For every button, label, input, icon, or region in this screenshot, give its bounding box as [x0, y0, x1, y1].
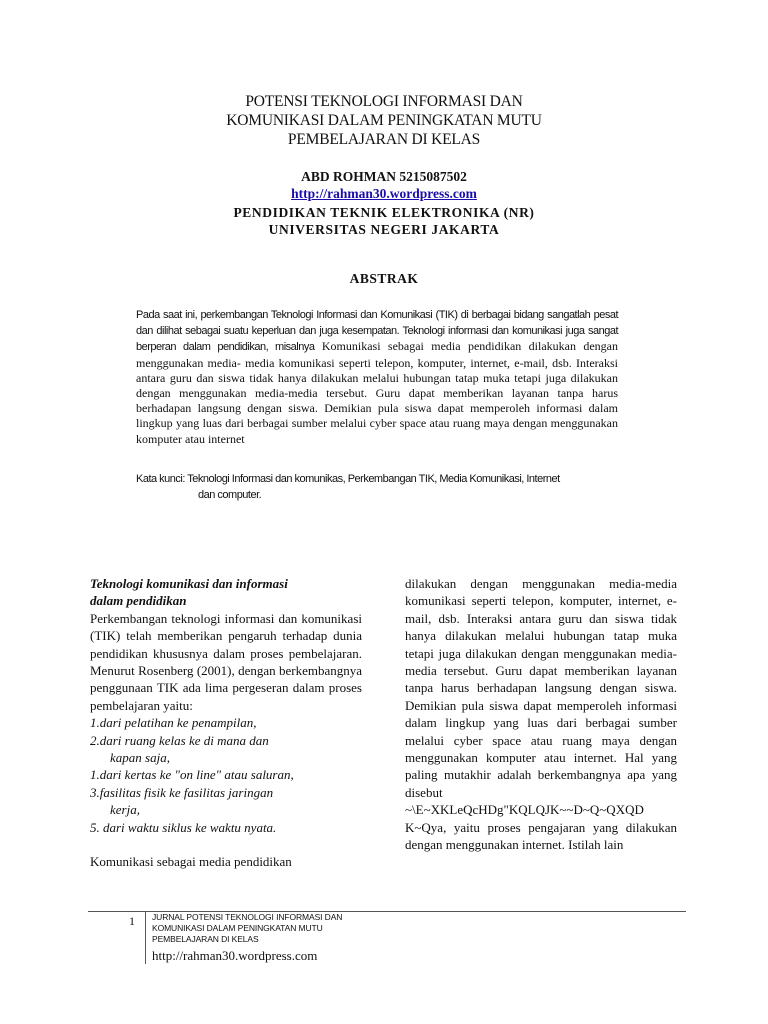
garbled-term: ~\E~XKLeQcHDg"KQLQJK~~D~Q~QXQD [405, 802, 644, 818]
abstract-heading: ABSTRAK [349, 271, 419, 286]
journal-name [152, 912, 392, 946]
author-name: ABD ROHMAN 5215087502 [301, 169, 467, 184]
paper-title [0, 92, 768, 149]
right-column [405, 575, 677, 854]
list-item: 1.dari pelatihan ke penampilan, [90, 715, 257, 731]
section-heading-line-1: Teknologi komunikasi dan informasi [90, 576, 288, 591]
abstract-part-2: Komunikasi sebagai media pendidikan dilakukan dengan menggunakan media- media komunikasi seperti telepon, komputer, internet, e-mail, dsb. Interaksi antara guru dan siswa tidak hanya dilakukan melalui hubungan tatap muka tetapi juga dilakukan dengan menggunakan media-media tersebut. Guru dapat memberikan layanan tanpa harus berhadapan langsung dengan siswa. Demikian pula siswa dapat memperoleh informasi dalam lingkup yang luas dari berbagai sumber melalui cyber space atau ruang maya dengan menggunakan komputer atau internet [136, 339, 619, 446]
keywords [136, 472, 636, 503]
abstract-part-1: Pada saat ini, perkembangan Teknologi Informasi dan Komunikasi (TIK) di berbagai bidang sangatlah pesat dan dilihat sebagai suatu keperluan dan juga kesempatan. Teknologi informasi dan komunikasi juga sangat berperan dalam pendidikan, misalnya [136, 309, 618, 354]
list-item: 3.fasilitas fisik ke fasilitas jaringan [90, 784, 274, 800]
keywords-line-2: dan computer. [198, 488, 262, 501]
department: PENDIDIKAN TEKNIK ELEKTRONIKA (NR) [233, 205, 535, 220]
list-item: 2.dari ruang kelas ke di mana dan [90, 732, 269, 748]
last-paragraph: Komunikasi sebagai media pendidikan [90, 854, 292, 870]
list-item: 1.dari kertas ke "on line" atau saluran, [90, 767, 294, 783]
list-item-continuation: kapan saja, [110, 750, 170, 766]
right-paragraph: dilakukan dengan menggunakan media-media komunikasi seperti telepon, komputer, internet, e-mail, dsb. Interaksi antara guru dan siswa tidak hanya dilakukan melalui hubungan tatap muka tetapi juga dilakukan dengan menggunakan media-media tersebut. Guru dapat memberikan layanan tanpa harus berhadapan langsung dengan siswa. Demikian pula siswa dapat memperoleh informasi dalam lingkup yang luas dari berbagai sumber melalui cyber space atau ruang maya dengan menggunakan komputer atau internet. Hal yang paling mutakhir adalah berkembangnya apa yang disebut [405, 576, 677, 800]
page-number: 1 [129, 914, 135, 928]
affiliation [0, 204, 768, 238]
footer-url-link[interactable]: http://rahman30.wordpress.com [152, 948, 318, 963]
list-item: 5. dari waktu siklus ke waktu nyata. [90, 819, 277, 835]
section-paragraph: Perkembangan teknologi informasi dan komunikasi (TIK) telah memberikan pengaruh terhadap dunia pendidikan khususnya dalam proses pembelajaran. Menurut Rosenberg (2001), dengan berkembangnya penggunaan TIK ada lima pergeseran dalam proses pembelajaran yaitu: [90, 610, 362, 713]
journal-line-1: JURNAL POTENSI TEKNOLOGI INFORMASI DAN [152, 912, 343, 922]
title-line-2: KOMUNIKASI DALAM PENINGKATAN MUTU [226, 112, 542, 129]
title-line-1: POTENSI TEKNOLOGI INFORMASI DAN [245, 93, 523, 110]
journal-line-3: PEMBELAJARAN DI KELAS [152, 934, 259, 945]
list-item-continuation: kerja, [110, 802, 140, 818]
section-heading [90, 575, 362, 610]
footer-vertical-divider [145, 912, 146, 964]
university: UNIVERSITAS NEGERI JAKARTA [268, 222, 500, 237]
right-paragraph-continuation: K~Qya, yaitu proses pengajaran yang dilakukan dengan menggunakan internet. Istilah lain [405, 819, 677, 853]
keywords-line-1: Kata kunci: Teknologi Informasi dan komunikas, Perkembangan TIK, Media Komunikasi, Internet [136, 473, 560, 485]
left-column [90, 575, 362, 871]
shift-list [90, 714, 362, 836]
abstract-body [136, 307, 618, 447]
author-url-link[interactable]: http://rahman30.wordpress.com [291, 186, 477, 201]
title-line-3: PEMBELAJARAN DI KELAS [287, 131, 481, 148]
section-heading-line-2: dalam pendidikan [90, 593, 187, 609]
journal-line-2: KOMUNIKASI DALAM PENINGKATAN MUTU [152, 923, 323, 934]
